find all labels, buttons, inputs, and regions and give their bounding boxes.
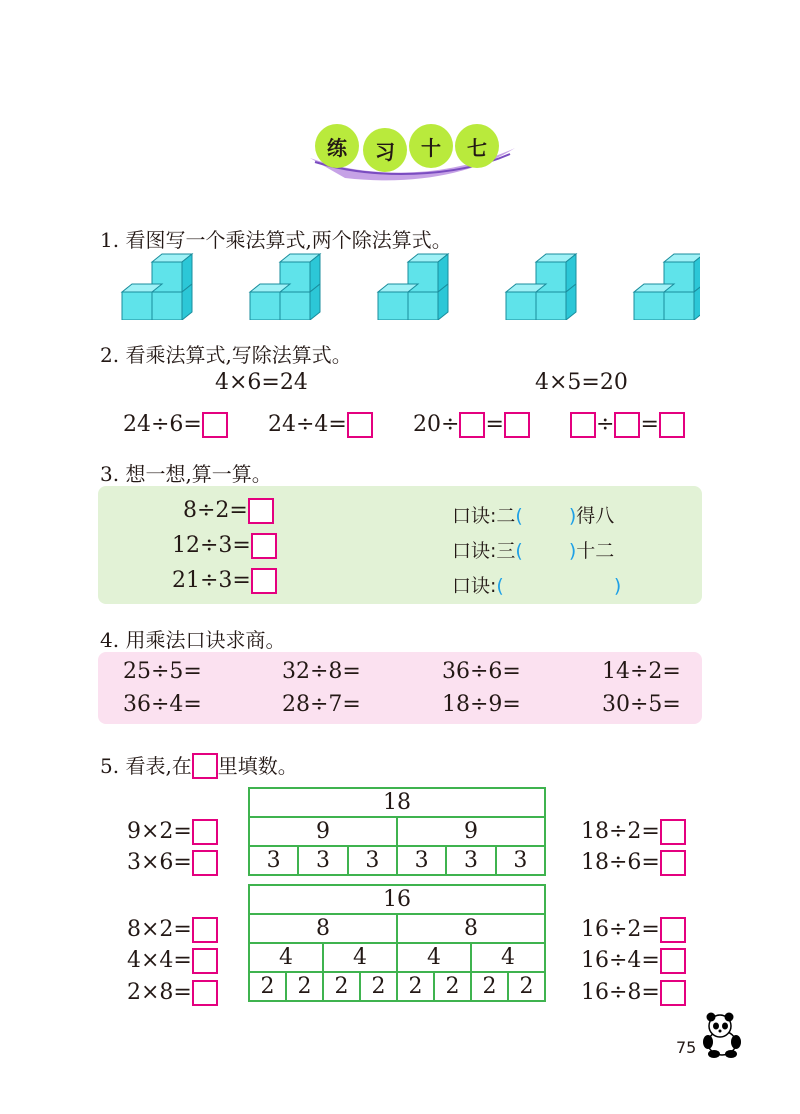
table-half: 9 <box>249 817 397 846</box>
table-part: 2 <box>508 972 545 1001</box>
title-char: 七 <box>467 135 487 160</box>
expr-text: 8÷2= <box>183 498 248 523</box>
expr-text: 8×2= <box>127 917 192 942</box>
answer-box[interactable] <box>614 412 640 438</box>
answer-box[interactable] <box>660 948 686 974</box>
table-part: 2 <box>286 972 323 1001</box>
paren-open: ( <box>515 540 523 562</box>
equals-sign: = <box>640 412 659 437</box>
title-star-3 <box>409 124 453 168</box>
answer-box[interactable] <box>192 948 218 974</box>
title-char: 习 <box>375 139 395 164</box>
expr-text: 16÷4= <box>581 948 660 973</box>
koujue-suffix: 十二 <box>576 540 615 562</box>
answer-box[interactable] <box>570 412 596 438</box>
table-quarter: 4 <box>249 943 323 972</box>
answer-box[interactable] <box>660 917 686 943</box>
answer-box[interactable] <box>192 980 218 1006</box>
koujue-prefix: 口诀:二 <box>452 505 516 527</box>
cube-group <box>634 254 700 320</box>
table-part: 2 <box>249 972 286 1001</box>
expr-text: 16÷2= <box>581 917 660 942</box>
div-eq-2 <box>268 412 373 438</box>
table-quarter: 4 <box>323 943 397 972</box>
q4-expr: 32÷8= <box>282 659 361 684</box>
expr-text: 12÷3= <box>172 533 251 558</box>
paren-close: ) <box>568 505 577 527</box>
div-eq-text: 24÷6= <box>123 412 202 437</box>
answer-box[interactable] <box>192 819 218 845</box>
q4-expr: 28÷7= <box>282 692 361 717</box>
table-part: 3 <box>446 846 495 875</box>
table-part: 2 <box>360 972 397 1001</box>
answer-box[interactable] <box>459 412 485 438</box>
answer-box[interactable] <box>347 412 373 438</box>
t2-right-2 <box>581 948 686 974</box>
answer-box[interactable] <box>660 819 686 845</box>
expr-text: 16÷8= <box>581 980 660 1005</box>
answer-box[interactable] <box>660 980 686 1006</box>
title-banner <box>305 118 520 188</box>
equals-sign: = <box>485 412 504 437</box>
t1-right-2 <box>581 850 686 876</box>
q3-label: 3. 想一想,算一算。 <box>100 462 272 486</box>
table-part: 3 <box>496 846 545 875</box>
q3-expr-2 <box>172 533 277 559</box>
q5-label <box>100 750 298 779</box>
table-part: 2 <box>471 972 508 1001</box>
title-star-2 <box>363 128 407 172</box>
q5-label-b: 里填数。 <box>217 754 298 778</box>
expr-text: 18÷6= <box>581 850 660 875</box>
mult-eq-1: 4×6=24 <box>215 370 308 395</box>
table-part: 3 <box>348 846 397 875</box>
q4-expr: 25÷5= <box>123 659 202 684</box>
t2-left-3 <box>127 980 218 1006</box>
mult-eq-2: 4×5=20 <box>535 370 628 395</box>
t2-right-1 <box>581 917 686 943</box>
q4-expr: 36÷4= <box>123 692 202 717</box>
table-half: 9 <box>397 817 545 846</box>
t2-left-1 <box>127 917 218 943</box>
answer-box[interactable] <box>202 412 228 438</box>
table-part: 3 <box>249 846 298 875</box>
expr-text: 21÷3= <box>172 568 251 593</box>
t1-left-2 <box>127 850 218 876</box>
answer-box[interactable] <box>248 498 274 524</box>
table-half: 8 <box>249 914 397 943</box>
paren-open: ( <box>496 575 504 597</box>
table-part: 2 <box>434 972 471 1001</box>
table-quarter: 4 <box>397 943 471 972</box>
t1-left-1 <box>127 819 218 845</box>
paren-open: ( <box>515 505 523 527</box>
divide-sign: ÷ <box>596 412 615 437</box>
koujue-3 <box>452 571 621 598</box>
title-char: 练 <box>327 135 347 160</box>
answer-box[interactable] <box>659 412 685 438</box>
koujue-prefix: 口诀:三 <box>452 540 516 562</box>
expr-text: 2×8= <box>127 980 192 1005</box>
q2-label: 2. 看乘法算式,写除法算式。 <box>100 343 352 367</box>
table-part: 3 <box>298 846 347 875</box>
panda-icon <box>700 1010 742 1058</box>
q5-label-a: 5. 看表,在 <box>100 754 192 778</box>
cube-group <box>506 254 576 320</box>
q4-expr: 30÷5= <box>602 692 681 717</box>
title-star-4 <box>455 124 499 168</box>
div-eq-4 <box>570 412 685 438</box>
q4-expr: 14÷2= <box>602 659 681 684</box>
answer-box[interactable] <box>192 917 218 943</box>
paren-close: ) <box>568 540 577 562</box>
table-part: 2 <box>323 972 360 1001</box>
t2-left-2 <box>127 948 218 974</box>
answer-box[interactable] <box>660 850 686 876</box>
q3-expr-3 <box>172 568 277 594</box>
table-total: 16 <box>249 885 545 914</box>
t1-right-1 <box>581 819 686 845</box>
cube-group <box>378 254 448 320</box>
page-number: 75 <box>676 1038 697 1057</box>
paren-close: ) <box>613 575 622 597</box>
answer-box[interactable] <box>504 412 530 438</box>
table-part: 2 <box>397 972 434 1001</box>
div-eq-3 <box>413 412 530 438</box>
answer-box[interactable] <box>192 850 218 876</box>
table-total: 18 <box>249 788 545 817</box>
cube-group <box>122 254 192 320</box>
expr-text: 4×4= <box>127 948 192 973</box>
q4-expr: 36÷6= <box>442 659 521 684</box>
q3-expr-1 <box>183 498 274 524</box>
table-part: 3 <box>397 846 446 875</box>
div-eq-text: 24÷4= <box>268 412 347 437</box>
expr-text: 9×2= <box>127 819 192 844</box>
split-table-16 <box>248 884 546 1002</box>
sample-box <box>192 753 218 779</box>
div-eq-1 <box>123 412 228 438</box>
split-table-18 <box>248 787 546 876</box>
table-half: 8 <box>397 914 545 943</box>
answer-box[interactable] <box>251 533 277 559</box>
t2-right-3 <box>581 980 686 1006</box>
title-star-1 <box>315 124 359 168</box>
cube-figures <box>120 252 700 320</box>
q1-label: 1. 看图写一个乘法算式,两个除法算式。 <box>100 228 452 252</box>
expr-text: 18÷2= <box>581 819 660 844</box>
koujue-2 <box>452 536 614 563</box>
title-char: 十 <box>421 135 441 160</box>
answer-box[interactable] <box>251 568 277 594</box>
table-quarter: 4 <box>471 943 545 972</box>
cube-group <box>250 254 320 320</box>
expr-text: 3×6= <box>127 850 192 875</box>
q4-expr: 18÷9= <box>442 692 521 717</box>
div-eq-text: 20÷ <box>413 412 460 437</box>
koujue-prefix: 口诀: <box>452 575 497 597</box>
koujue-1 <box>452 501 614 528</box>
koujue-suffix: 得八 <box>576 505 615 527</box>
q4-label: 4. 用乘法口诀求商。 <box>100 628 286 652</box>
